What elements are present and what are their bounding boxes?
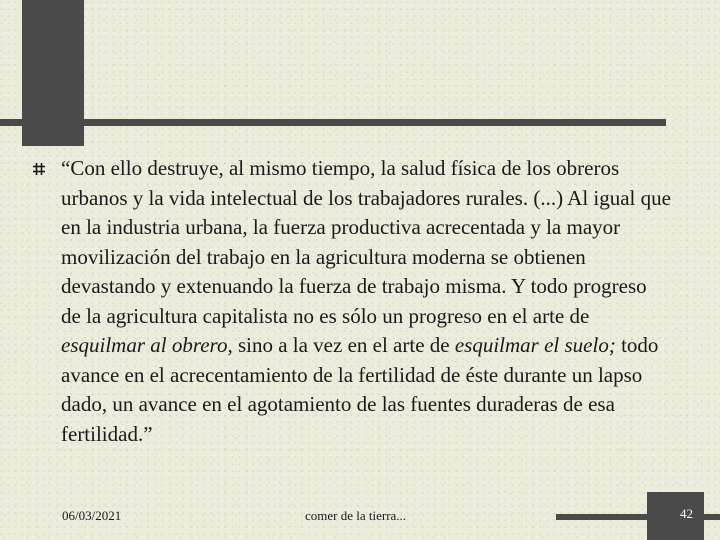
decorative-top-rule bbox=[0, 119, 666, 126]
quote-part-2: sino a la vez en el arte de bbox=[232, 333, 455, 357]
quote-part-1: “Con ello destruye, al mismo tiempo, la salud física de los obreros urbanos y la vida intelectual de los trabajadores rurales. (...) Al igual que en la industria urbana, la fuerza productiva acrecentada y la mayor movilización del trabajo en la agricultura moderna se obtienen devastando y extenuando la fuerza de trabajo misma. Y todo progreso de la agricultura capitalista no es sólo un progreso en el arte de bbox=[61, 156, 671, 328]
hash-bullet-icon bbox=[32, 162, 46, 176]
footer-title: comer de la tierra... bbox=[305, 508, 407, 523]
footer-date: 06/03/2021 bbox=[62, 508, 122, 523]
quote-emphasis-2: esquilmar el suelo; bbox=[454, 333, 616, 357]
quote-part-3: todo avance en el acrecentamiento de la fertilidad de éste durante un lapso dado, un avance en el agotamiento de las fuentes duraderas de esa fertilidad.” bbox=[61, 333, 659, 446]
quote-text bbox=[61, 154, 671, 449]
page-number: 42 bbox=[680, 506, 693, 521]
quote-emphasis-1: esquilmar al obrero, bbox=[61, 333, 233, 357]
